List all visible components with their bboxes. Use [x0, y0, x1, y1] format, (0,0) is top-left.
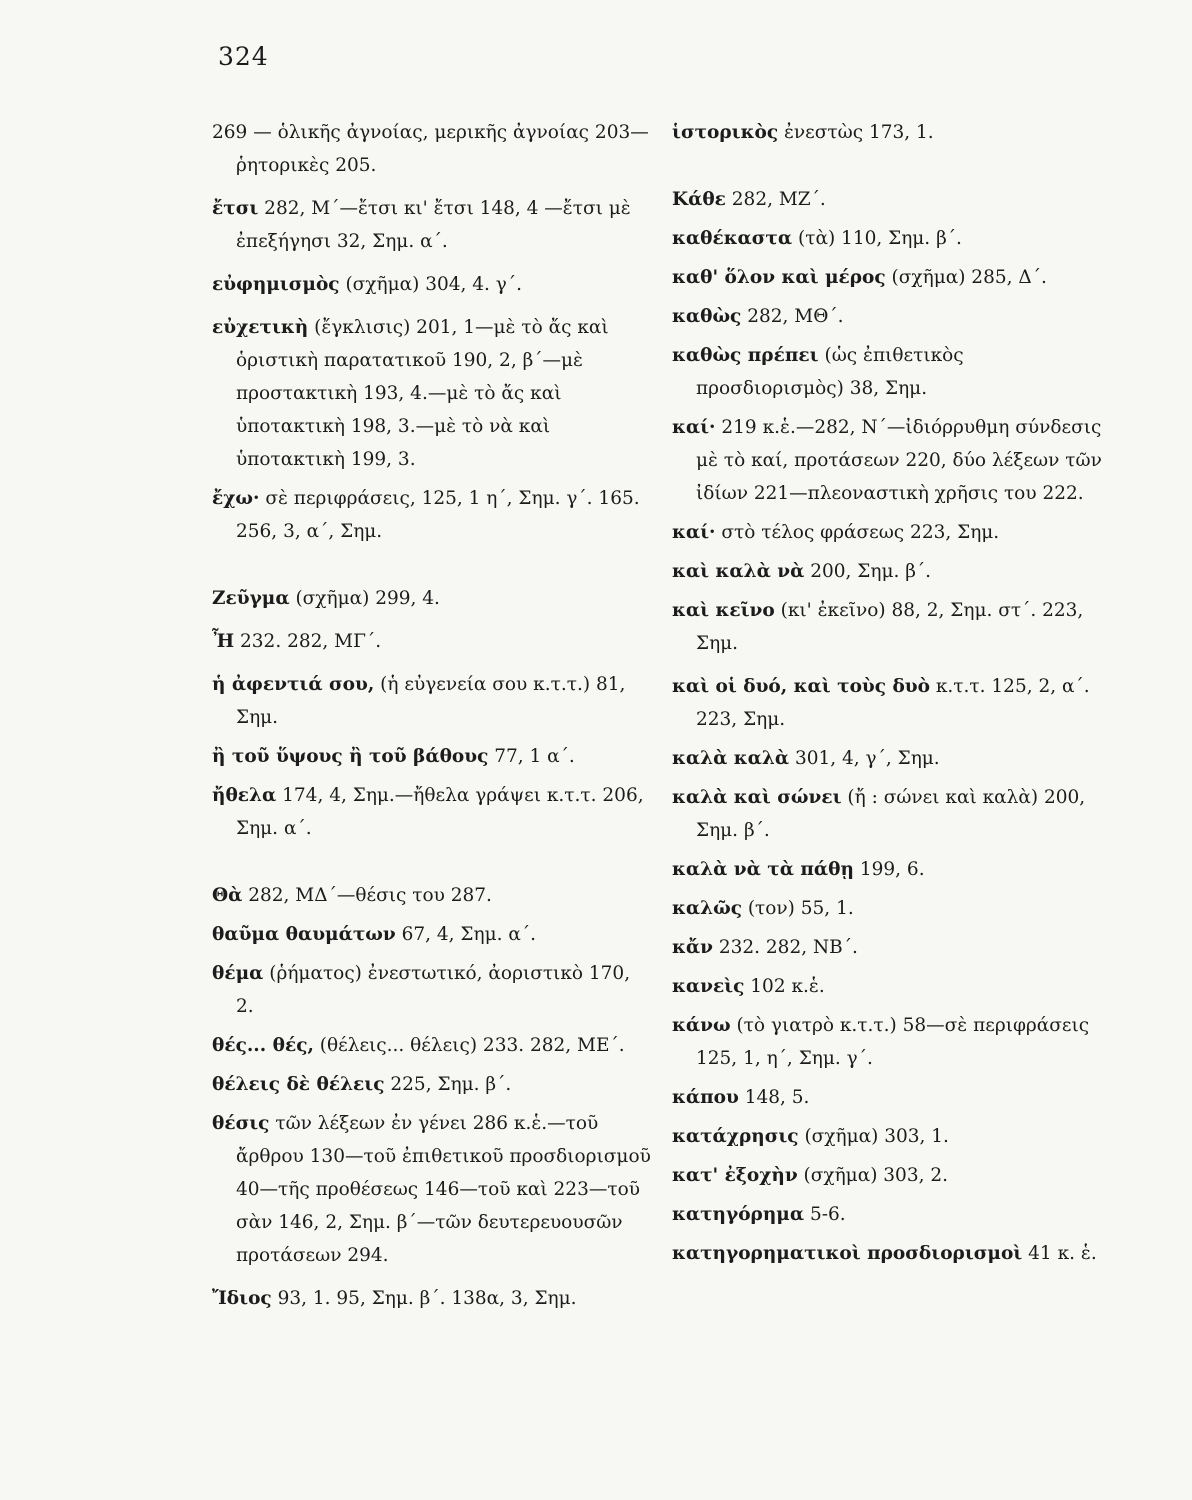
- index-entry: καὶ οἱ δυό, καὶ τοὺς δυὸ κ.τ.τ. 125, 2, α΄. 223, Σημ.: [672, 676, 1090, 730]
- index-entry: καλὰ νὰ τὰ πάθῃ 199, 6.: [672, 859, 925, 880]
- index-entry: ἱστορικὸς ἐνεστὼς 173, 1.: [672, 122, 934, 143]
- index-entry: καλῶς (τον) 55, 1.: [672, 898, 854, 919]
- index-entry: ἤθελα 174, 4, Σημ.—ἤθελα γράψει κ.τ.τ. 206, Σημ. α΄.: [212, 785, 644, 839]
- index-entry: 269 — ὁλικῆς ἀγνοίας, μερικῆς ἀγνοίας 203—ῥητορικὲς 205.: [212, 122, 649, 176]
- index-entry: κατηγόρημα 5-6.: [672, 1204, 846, 1225]
- index-entry: κάπου 148, 5.: [672, 1087, 810, 1108]
- index-entry: ἢ τοῦ ὕψους ἢ τοῦ βάθους 77, 1 α΄.: [212, 746, 575, 767]
- index-entry: Ἦ 232. 282, ΜΓ΄.: [212, 631, 382, 652]
- index-entry: ἔτσι 282, Μ΄—ἔτσι κι' ἔτσι 148, 4 —ἔτσι μὲ ἐπεξήγησι 32, Σημ. α΄.: [212, 198, 631, 252]
- index-entry: καθὼς 282, ΜΘ΄.: [672, 306, 844, 327]
- index-entry: θές... θές, (θέλεις... θέλεις) 233. 282, ΜΕ΄.: [212, 1035, 625, 1056]
- index-entry: κάνω (τὸ γιατρὸ κ.τ.τ.) 58—σὲ περιφράσεις 125, 1, η΄, Σημ. γ΄.: [672, 1015, 1090, 1069]
- index-entry: καθέκαστα (τὰ) 110, Σημ. β΄.: [672, 228, 962, 249]
- index-entry: κατ' ἐξοχὴν (σχῆμα) 303, 2.: [672, 1165, 949, 1186]
- index-entry: εὐφημισμὸς (σχῆμα) 304, 4. γ΄.: [212, 274, 522, 295]
- index-entry: καὶ καλὰ νὰ 200, Σημ. β΄.: [672, 561, 932, 582]
- index-entry: καθὼς πρέπει (ὡς ἐπιθετικὸς προσδιορισμὸς) 38, Σημ.: [672, 345, 964, 399]
- index-entry: Θὰ 282, ΜΔ΄—θέσις του 287.: [212, 885, 492, 906]
- index-entry: καί· στὸ τέλος φράσεως 223, Σημ.: [672, 522, 1000, 543]
- index-entry: εὐχετικὴ (ἔγκλισις) 201, 1—μὲ τὸ ἄς καὶ ὁριστικὴ παρατατικοῦ 190, 2, β΄—μὲ προστακτικὴ 193, 4.—μὲ τὸ ἄς καὶ ὑποτακτικὴ 198, 3.—μὲ τὸ νὰ καὶ ὑποτακτικὴ 199, 3.: [212, 317, 609, 470]
- left-column: [212, 116, 652, 1321]
- index-entry: καί· 219 κ.ἑ.—282, Ν΄—ἰδιόρρυθμη σύνδεσις μὲ τὸ καί, προτάσεων 220, δύο λέξεων τῶν ἰδίων 221—πλεοναστικὴ χρῆσις του 222.: [672, 417, 1102, 504]
- index-entry: κἄν 232. 282, ΝΒ΄.: [672, 937, 858, 958]
- index-entry: κατάχρησις (σχῆμα) 303, 1.: [672, 1126, 949, 1147]
- index-entry: Ζεῦγμα (σχῆμα) 299, 4.: [212, 588, 440, 609]
- page-number: 324: [218, 42, 269, 71]
- right-column: [672, 116, 1112, 1276]
- index-entry: καλὰ καὶ σώνει (ἤ : σώνει καὶ καλὰ) 200, Σημ. β΄.: [672, 787, 1086, 841]
- index-entry: θαῦμα θαυμάτων 67, 4, Σημ. α΄.: [212, 924, 537, 945]
- index-entry: θέσις τῶν λέξεων ἐν γένει 286 κ.ἑ.—τοῦ ἄρθρου 130—τοῦ ἐπιθετικοῦ προσδιορισμοῦ 40—τῆς προθέσεως 146—τοῦ καὶ 223—τοῦ σὰν 146, 2, Σημ. β΄—τῶν δευτερευουσῶν προτάσεων 294.: [212, 1113, 651, 1266]
- index-entry: Κάθε 282, ΜΖ΄.: [672, 189, 826, 210]
- index-entry: θέλεις δὲ θέλεις 225, Σημ. β΄.: [212, 1074, 512, 1095]
- index-entry: θέμα (ῥήματος) ἐνεστωτικό, ἀοριστικὸ 170, 2.: [212, 963, 631, 1017]
- index-entry: κανεὶς 102 κ.ἑ.: [672, 976, 825, 997]
- index-entry: καὶ κεῖνο (κι' ἐκεῖνο) 88, 2, Σημ. στ΄. 223, Σημ.: [672, 600, 1084, 654]
- index-entry: ἔχω· σὲ περιφράσεις, 125, 1 η΄, Σημ. γ΄. 165. 256, 3, α΄, Σημ.: [212, 488, 640, 542]
- index-entry: κατηγορηματικοὶ προσδιορισμοὶ 41 κ. ἑ.: [672, 1243, 1097, 1264]
- index-entry: καθ' ὅλον καὶ μέρος (σχῆμα) 285, Δ΄.: [672, 267, 1047, 288]
- index-entry: Ἴδιος 93, 1. 95, Σημ. β΄. 138α, 3, Σημ.: [212, 1288, 577, 1309]
- index-entry: ἡ ἀφεντιά σου, (ἡ εὐγενεία σου κ.τ.τ.) 81, Σημ.: [212, 674, 626, 728]
- index-entry: καλὰ καλὰ 301, 4, γ΄, Σημ.: [672, 748, 940, 769]
